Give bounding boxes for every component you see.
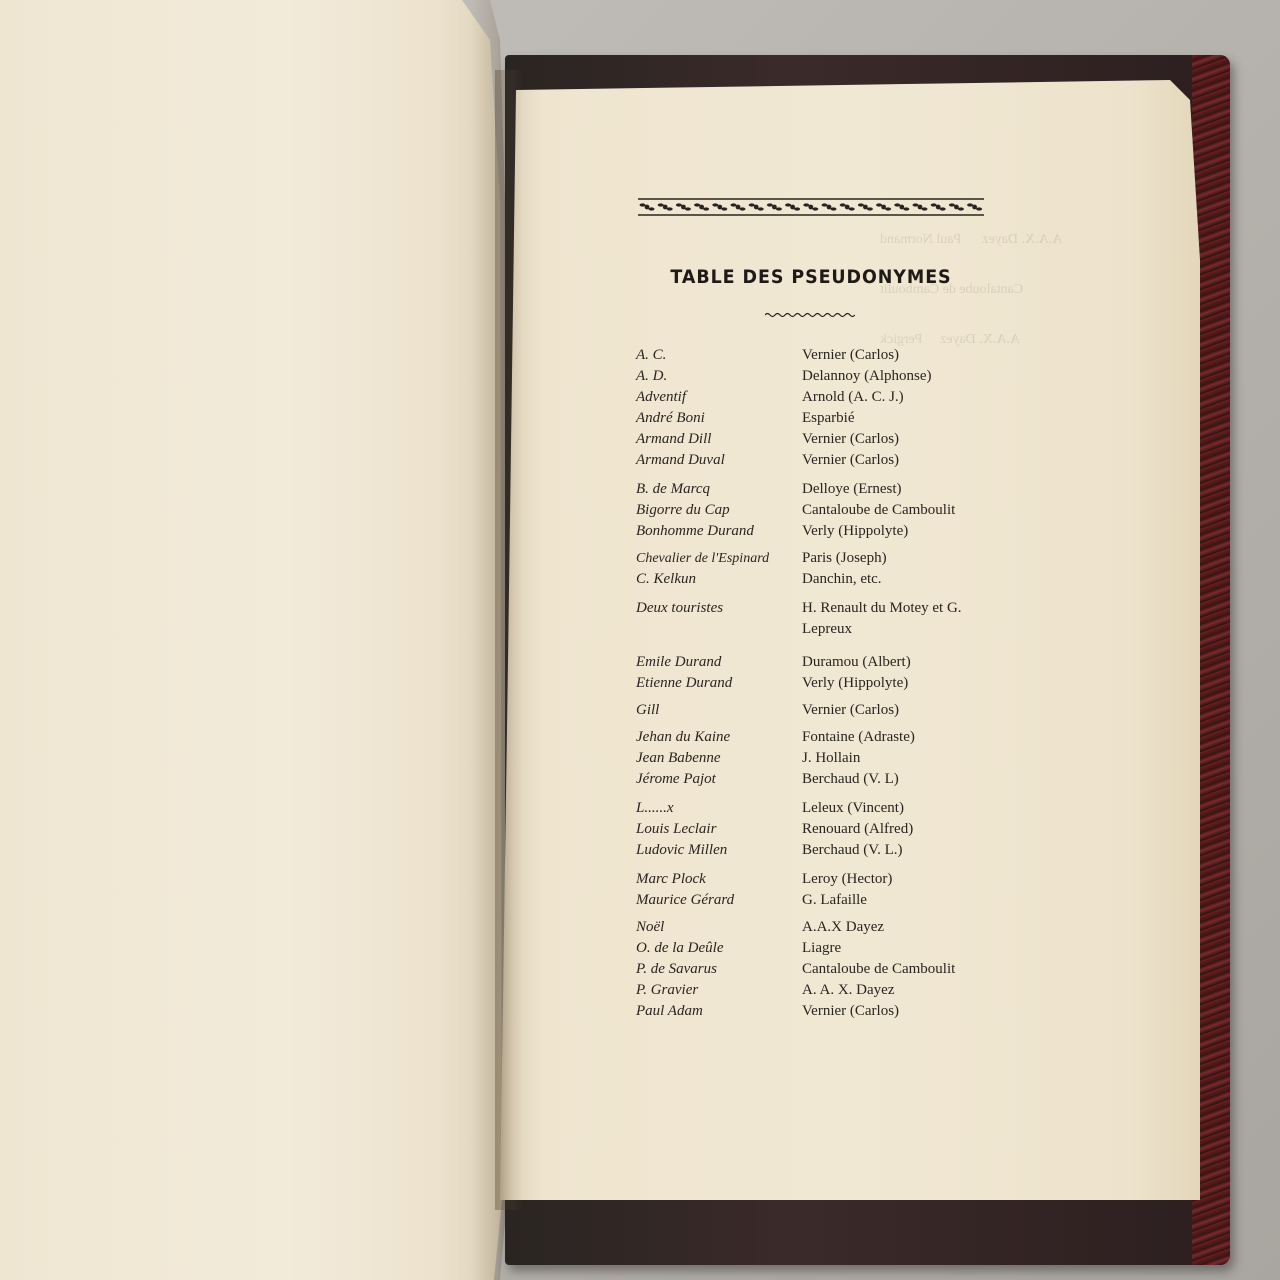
real-name: Duramou (Albert) [802, 654, 911, 670]
real-name: Vernier (Carlos) [802, 347, 900, 363]
table-row [636, 840, 996, 861]
pseudonym: Jean Babenne [636, 750, 721, 766]
pseudonym: A. D. [636, 368, 668, 384]
real-name: Leleux (Vincent) [802, 800, 904, 816]
real-name: Danchin, etc. [802, 571, 882, 587]
pseudonym: Paul Adam [636, 1003, 703, 1019]
table-row [636, 345, 996, 366]
pseudonym: Armand Dill [636, 431, 712, 447]
table-row [636, 387, 996, 408]
table-row [636, 819, 996, 840]
real-name: Cantaloube de Camboulit [802, 502, 956, 518]
table-row [636, 569, 996, 590]
pseudonym: B. de Marcq [636, 481, 711, 497]
pseudonym: Emile Durand [636, 654, 722, 670]
real-name: Delloye (Ernest) [802, 481, 902, 497]
table-row [636, 450, 996, 471]
pseudonym: P. de Savarus [636, 961, 717, 977]
show-through-text: Cantaloube de Camboulit [880, 282, 1024, 297]
pseudonym: L......x [636, 800, 674, 816]
table-row [636, 548, 996, 569]
real-name: H. Renault du Motey et G. Lepreux [802, 600, 962, 637]
pseudonym: A. C. [636, 347, 667, 363]
real-name: Vernier (Carlos) [802, 1003, 900, 1019]
pseudonym: Maurice Gérard [636, 892, 735, 908]
pseudonym: Deux touristes [636, 600, 724, 616]
real-name: Liagre [802, 940, 842, 956]
real-name: Berchaud (V. L.) [802, 842, 903, 858]
pseudonym: O. de la Deûle [636, 940, 724, 956]
pseudonym: André Boni [636, 410, 705, 426]
real-name: Esparbié [802, 410, 855, 426]
page-title: TABLE DES PSEUDONYMES [670, 266, 952, 288]
table-row [636, 521, 996, 542]
real-name: Fontaine (Adraste) [802, 729, 915, 745]
left-page [0, 0, 515, 1280]
pseudonym: P. Gravier [636, 982, 699, 998]
table-row [636, 700, 996, 721]
table-row [636, 959, 996, 980]
pseudonym: Bonhomme Durand [636, 523, 754, 539]
wavy-rule-icon [765, 312, 855, 318]
real-name: J. Hollain [802, 750, 861, 766]
real-name: A. A. X. Dayez [802, 982, 895, 998]
real-name: G. Lafaille [802, 892, 867, 908]
table-row [636, 500, 996, 521]
pseudonym: Etienne Durand [636, 675, 733, 691]
floral-border-icon [638, 196, 984, 218]
page-gutter [495, 70, 523, 1210]
table-row [636, 890, 996, 911]
table-row [636, 408, 996, 429]
real-name: Verly (Hippolyte) [802, 675, 909, 691]
table-row [636, 673, 996, 694]
table-row [636, 980, 996, 1001]
table-row [636, 869, 996, 890]
table-row [636, 748, 996, 769]
pseudonym: Bigorre du Cap [636, 502, 730, 518]
pseudonym: Marc Plock [636, 871, 706, 887]
real-name: Renouard (Alfred) [802, 821, 914, 837]
table-row [636, 798, 996, 819]
table-row [636, 598, 996, 640]
real-name: Paris (Joseph) [802, 550, 887, 566]
table-row [636, 769, 996, 790]
table-row [636, 727, 996, 748]
pseudonym: Louis Leclair [636, 821, 717, 837]
real-name: Leroy (Hector) [802, 871, 893, 887]
pseudonym: Ludovic Millen [636, 842, 728, 858]
real-name: Berchaud (V. L) [802, 771, 899, 787]
pseudonym: Noël [636, 919, 665, 935]
table-row [636, 479, 996, 500]
pseudonym: Adventif [636, 389, 686, 405]
pseudonym-table [636, 345, 996, 1022]
real-name: Delannoy (Alphonse) [802, 368, 932, 384]
show-through-text: A.A.X. Dayez Paul Normand [880, 232, 1063, 247]
table-row [636, 938, 996, 959]
real-name: Vernier (Carlos) [802, 431, 900, 447]
pseudonym: Jérome Pajot [636, 771, 716, 787]
pseudonym: Jehan du Kaine [636, 729, 731, 745]
pseudonym: Armand Duval [636, 452, 725, 468]
real-name: A.A.X Dayez [802, 919, 885, 935]
real-name: Cantaloube de Camboulit [802, 961, 956, 977]
pseudonym: Chevalier de l'Espinard [636, 551, 770, 566]
real-name: Vernier (Carlos) [802, 452, 900, 468]
show-through-text: A.A.X. Dayez Pergick [880, 332, 1021, 347]
table-row [636, 1001, 996, 1022]
pseudonym: Gill [636, 702, 660, 718]
real-name: Verly (Hippolyte) [802, 523, 909, 539]
real-name: Arnold (A. C. J.) [802, 389, 904, 405]
table-row [636, 652, 996, 673]
pseudonym: C. Kelkun [636, 571, 696, 587]
real-name: Vernier (Carlos) [802, 702, 900, 718]
table-row [636, 429, 996, 450]
table-row [636, 366, 996, 387]
table-row [636, 917, 996, 938]
